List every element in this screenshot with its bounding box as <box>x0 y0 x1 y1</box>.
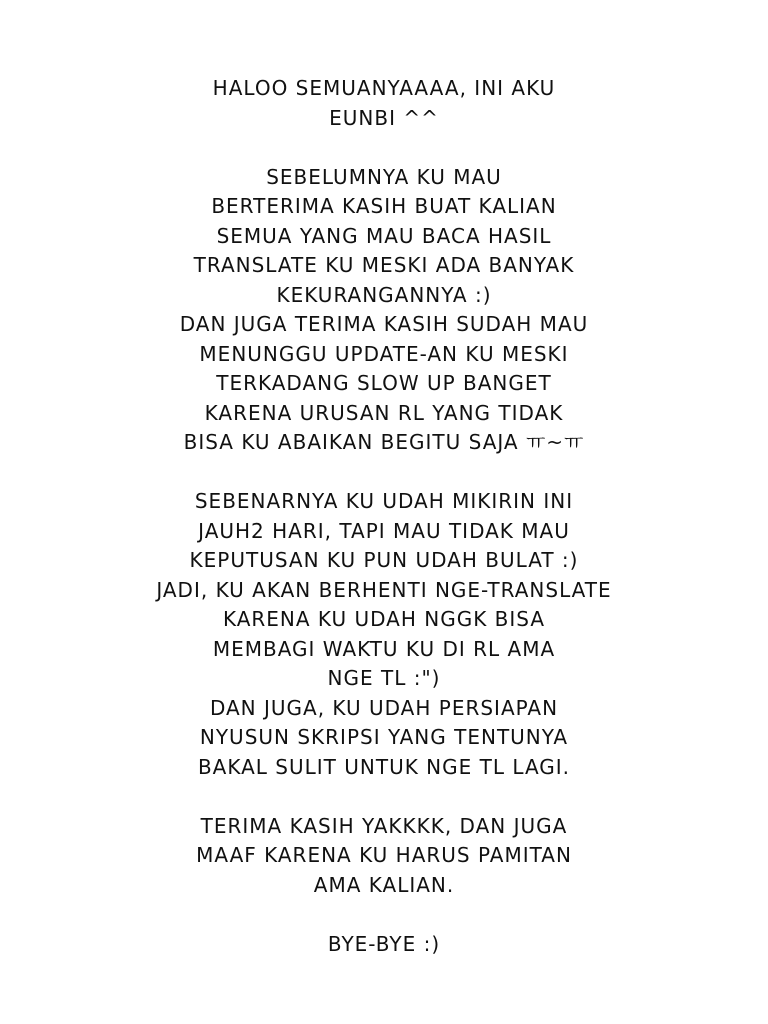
text-line: BISA KU ABAIKAN BEGITU SAJA ㅠ~ㅠ <box>183 430 585 454</box>
text-line: JAUH2 HARI, TAPI MAU TIDAK MAU <box>198 518 570 543</box>
text-line: SEMUA YANG MAU BACA HASIL <box>216 223 552 248</box>
text-line: BAKAL SULIT UNTUK NGE TL LAGI. <box>197 754 571 779</box>
text-line: BYE-BYE :) <box>327 931 441 956</box>
text-line: TERIMA KASIH YAKKKK, DAN JUGA <box>200 813 568 838</box>
text-line: BERTERIMA KASIH BUAT KALIAN <box>211 194 557 218</box>
paragraph-apology <box>0 812 768 901</box>
text-line: TERKADANG SLOW UP BANGET <box>216 371 552 395</box>
text-line: AMA KALIAN. <box>313 872 455 897</box>
text-line: HALOO SEMUANYAAAA, INI AKU <box>212 76 556 100</box>
text-line: MAAF KARENA KU HARUS PAMITAN <box>196 843 572 867</box>
text-line: JADI, KU AKAN BERHENTI NGE-TRANSLATE <box>156 577 612 602</box>
text-line: EUNBI ^^ <box>329 105 439 130</box>
text-line: SEBELUMNYA KU MAU <box>266 164 502 189</box>
text-line: DAN JUGA, KU UDAH PERSIAPAN <box>209 695 559 720</box>
text-line: MENUNGGU UPDATE-AN KU MESKI <box>199 341 569 366</box>
paragraph-announcement <box>0 487 768 782</box>
paragraph-thanks <box>0 163 768 458</box>
paragraph-goodbye <box>0 930 768 960</box>
text-line: MEMBAGI WAKTU KU DI RL AMA <box>212 636 556 661</box>
text-line: TRANSLATE KU MESKI ADA BANYAK <box>193 253 575 277</box>
text-line: SEBENARNYA KU UDAH MIKIRIN INI <box>194 489 574 513</box>
text-line: KEPUTUSAN KU PUN UDAH BULAT :) <box>189 548 579 572</box>
text-line: DAN JUGA TERIMA KASIH SUDAH MAU <box>179 312 589 336</box>
text-line: NYUSUN SKRIPSI YANG TENTUNYA <box>199 725 569 749</box>
text-line: KEKURANGANNYA :) <box>276 282 492 307</box>
farewell-note <box>0 74 768 959</box>
text-line: NGE TL :") <box>327 666 441 690</box>
paragraph-greeting <box>0 74 768 133</box>
text-line: KARENA URUSAN RL YANG TIDAK <box>204 400 564 425</box>
text-line: KARENA KU UDAH NGGK BISA <box>222 607 546 631</box>
